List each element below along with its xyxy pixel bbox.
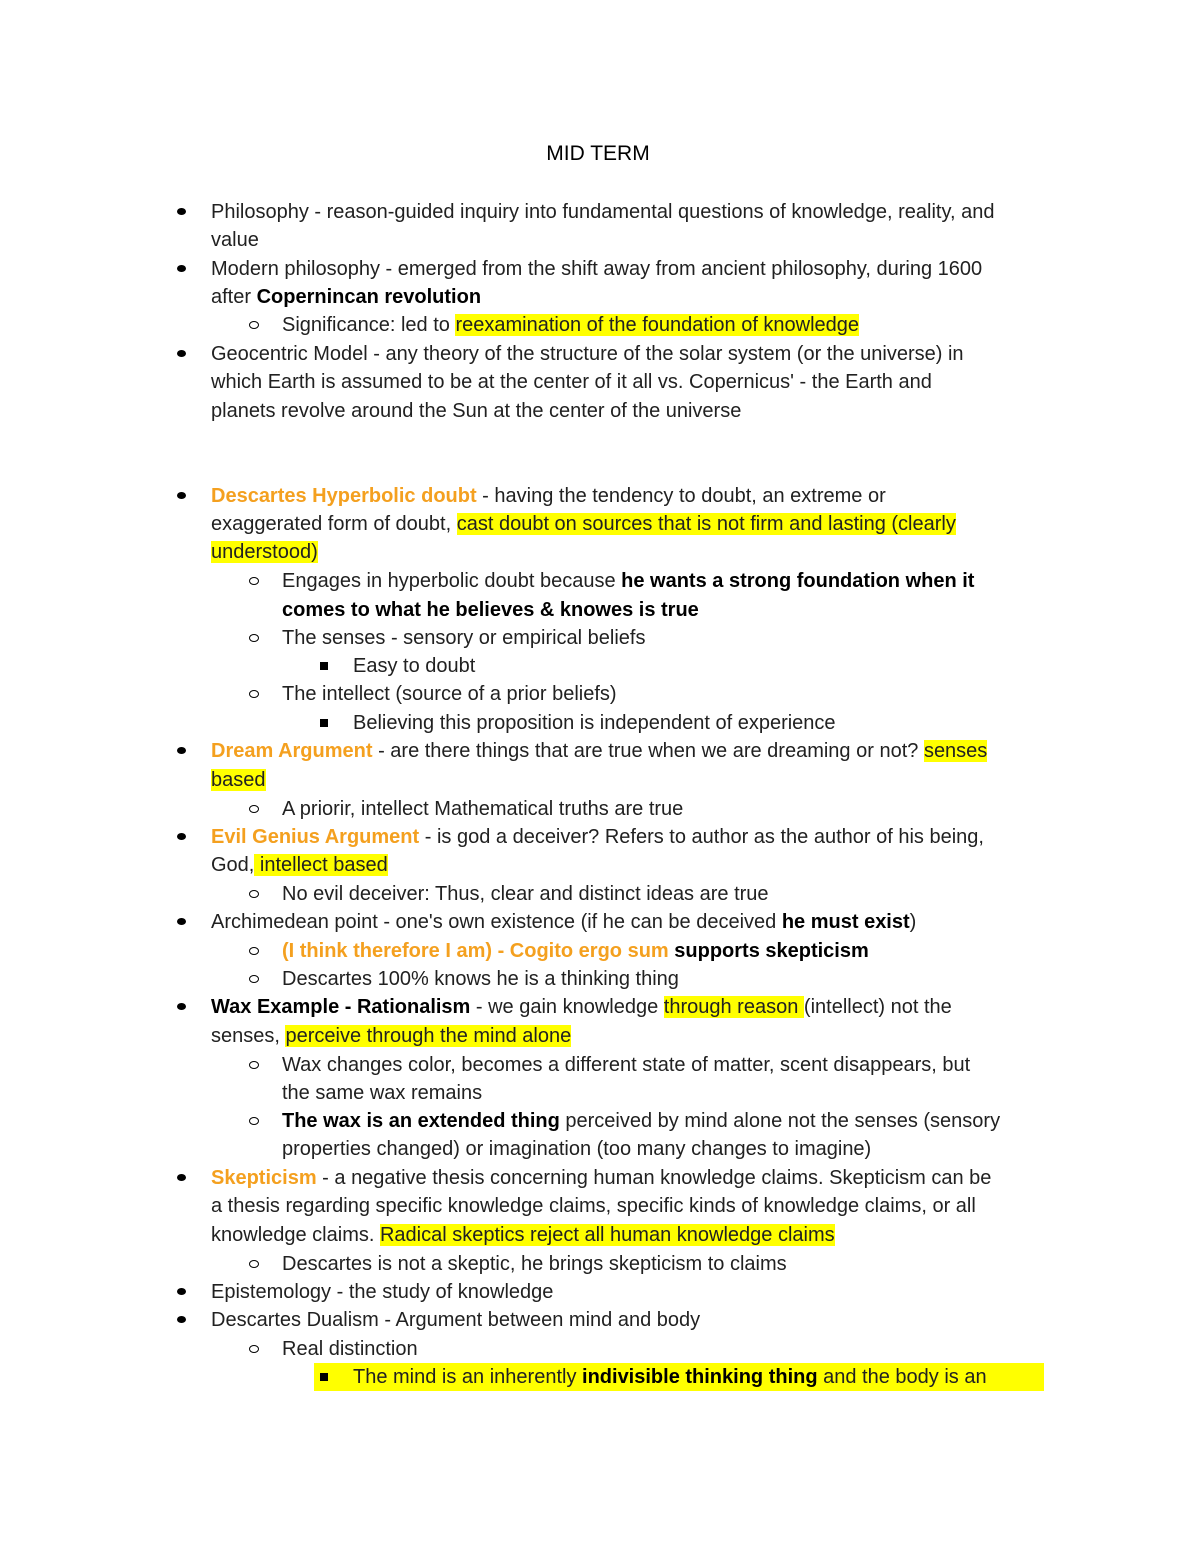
item-modern-significance <box>282 311 859 339</box>
item-skepticism-line1 <box>211 1164 991 1192</box>
plain-text: The mind is an inherently <box>353 1366 583 1388</box>
highlighted-text: perceive through the mind alone <box>285 1025 572 1047</box>
item-skepticism-line3 <box>211 1221 835 1249</box>
bullet-disc-icon <box>177 1174 186 1181</box>
plain-text: after <box>211 286 257 308</box>
bold-text: supports skepticism <box>668 940 869 962</box>
term-evil-genius: Evil Genius Argument <box>211 826 420 848</box>
plain-text: Archimedean point - one's own existence (if he can be deceived <box>211 911 782 933</box>
item-dream-line2 <box>211 766 266 794</box>
item-dualism: Descartes Dualism - Argument between mind and body <box>211 1309 701 1331</box>
bullet-disc-icon <box>177 350 186 357</box>
plain-text: - we gain knowledge <box>470 996 664 1018</box>
plain-text: God, <box>211 854 255 876</box>
plain-text: senses, <box>211 1025 286 1047</box>
bullet-disc-icon <box>177 265 186 272</box>
highlighted-text: based <box>211 769 266 791</box>
plain-text: Significance: led to <box>282 314 456 336</box>
item-hyperbolic-sub1-line2: comes to what he believes & knowes is true <box>282 599 699 621</box>
plain-text: ) <box>909 911 917 933</box>
item-philosophy-line1 <box>211 198 994 226</box>
bullet-circle-icon <box>249 805 259 813</box>
item-skepticism-sub: Descartes is not a skeptic, he brings skepticism to claims <box>282 1253 787 1275</box>
term-cogito: (I think therefore I am) - Cogito ergo sum <box>282 940 669 962</box>
bullet-disc-icon <box>177 208 186 215</box>
item-dualism-item <box>353 1363 987 1391</box>
plain-text: - a negative thesis concerning human knowledge claims. Skepticism can be <box>316 1167 992 1189</box>
definition-text: - reason-guided inquiry into fundamental questions of knowledge, reality, and <box>308 201 995 223</box>
bullet-disc-icon <box>177 833 186 840</box>
term-skepticism: Skepticism <box>211 1167 317 1189</box>
plain-text: - are there things that are true when we are dreaming or not? <box>372 740 924 762</box>
bold-text: Wax Example - Rationalism <box>211 996 471 1018</box>
item-hyperbolic-sub3: The intellect (source of a prior beliefs) <box>282 683 617 705</box>
plain-text: - is god a deceiver? Refers to author as the author of his being, <box>419 826 984 848</box>
item-dream-line1 <box>211 737 987 765</box>
bullet-circle-icon <box>249 975 259 983</box>
item-wax-sub1-line1: Wax changes color, becomes a different state of matter, scent disappears, but <box>282 1054 971 1076</box>
item-philosophy-line2: value <box>211 229 259 251</box>
item-evil-line2 <box>211 851 388 879</box>
bullet-disc-icon <box>177 492 186 499</box>
bullet-disc-icon <box>177 1316 186 1323</box>
plain-text: and the body is an <box>817 1366 987 1388</box>
item-wax-line2 <box>211 1022 571 1050</box>
item-hyperbolic-line1 <box>211 482 886 510</box>
bullet-disc-icon <box>177 1003 186 1010</box>
bold-text: The wax is an extended thing <box>282 1110 560 1132</box>
bullet-circle-icon <box>249 947 259 955</box>
bold-text: he must exist <box>781 911 910 933</box>
item-archimedean-line1 <box>211 908 916 936</box>
item-hyperbolic-line3 <box>211 538 318 566</box>
highlighted-text: reexamination of the foundation of knowledge <box>455 314 860 336</box>
item-evil-line1 <box>211 823 984 851</box>
term-hyperbolic-doubt: Descartes Hyperbolic doubt <box>211 485 477 507</box>
item-skepticism-line2: a thesis regarding specific knowledge claims, specific kinds of knowledge claims, or all <box>211 1195 976 1217</box>
term-philosophy: Philosophy <box>211 201 309 223</box>
bold-text: he wants a strong foundation when it <box>621 570 975 592</box>
item-hyperbolic-sub2-item: Easy to doubt <box>353 655 476 677</box>
bullet-circle-icon <box>249 577 259 585</box>
highlighted-text: intellect based <box>254 854 388 876</box>
term-dream-argument: Dream Argument <box>211 740 373 762</box>
item-wax-sub2-line2: properties changed) or imagination (too many changes to imagine) <box>282 1138 872 1160</box>
plain-text: Engages in hyperbolic doubt because <box>282 570 622 592</box>
bullet-circle-icon <box>249 1345 259 1353</box>
item-modern-line2 <box>211 283 481 311</box>
plain-text: - having the tendency to doubt, an extreme or <box>476 485 886 507</box>
highlighted-text: Radical skeptics reject all human knowledge claims <box>379 1224 835 1246</box>
item-dream-sub: A priorir, intellect Mathematical truths are true <box>282 798 684 820</box>
item-hyperbolic-line2 <box>211 510 956 538</box>
bold-text: indivisible thinking thing <box>582 1366 818 1388</box>
bullet-square-icon <box>320 719 328 727</box>
bullet-circle-icon <box>249 1061 259 1069</box>
item-geocentric-line1: Geocentric Model - any theory of the structure of the solar system (or the universe) in <box>211 343 964 365</box>
bullet-circle-icon <box>249 890 259 898</box>
item-archimedean-sub1 <box>282 937 869 965</box>
bullet-disc-icon <box>177 747 186 754</box>
bullet-circle-icon <box>249 1117 259 1125</box>
item-hyperbolic-sub3-item: Believing this proposition is independent of experience <box>353 712 836 734</box>
item-dualism-sub: Real distinction <box>282 1338 418 1360</box>
bold-text: Copernincan revolution <box>256 286 482 308</box>
highlighted-text: understood) <box>211 541 318 563</box>
bullet-circle-icon <box>249 1260 259 1268</box>
bullet-circle-icon <box>249 690 259 698</box>
plain-text: knowledge claims. <box>211 1224 380 1246</box>
plain-text: perceived by mind alone not the senses (sensory <box>559 1110 1001 1132</box>
item-modern-line1: Modern philosophy - emerged from the shift away from ancient philosophy, during 1600 <box>211 258 983 280</box>
highlighted-text: senses <box>923 740 988 762</box>
item-wax-sub2-line1 <box>282 1107 1000 1135</box>
item-wax-line1 <box>211 993 952 1021</box>
bullet-circle-icon <box>249 321 259 329</box>
bullet-disc-icon <box>177 1288 186 1295</box>
plain-text: exaggerated form of doubt, <box>211 513 457 535</box>
item-hyperbolic-sub1-line1 <box>282 567 974 595</box>
plain-text: (intellect) not the <box>803 996 952 1018</box>
page-title: MID TERM <box>546 142 650 165</box>
bullet-disc-icon <box>177 918 186 925</box>
item-wax-sub1-line2: the same wax remains <box>282 1082 483 1104</box>
highlighted-text: through reason <box>663 996 804 1018</box>
item-archimedean-sub2: Descartes 100% knows he is a thinking thing <box>282 968 679 990</box>
bullet-circle-icon <box>249 634 259 642</box>
item-geocentric-line2: which Earth is assumed to be at the center of it all vs. Copernicus' - the Earth and <box>211 371 932 393</box>
bullet-square-icon <box>320 1373 328 1381</box>
item-evil-sub: No evil deceiver: Thus, clear and distinct ideas are true <box>282 883 769 905</box>
highlighted-text: cast doubt on sources that is not firm and lasting (clearly <box>456 513 956 535</box>
item-geocentric-line3: planets revolve around the Sun at the center of the universe <box>211 400 742 422</box>
item-epistemology: Epistemology - the study of knowledge <box>211 1281 554 1303</box>
item-hyperbolic-sub2: The senses - sensory or empirical beliefs <box>282 627 646 649</box>
bullet-square-icon <box>320 662 328 670</box>
